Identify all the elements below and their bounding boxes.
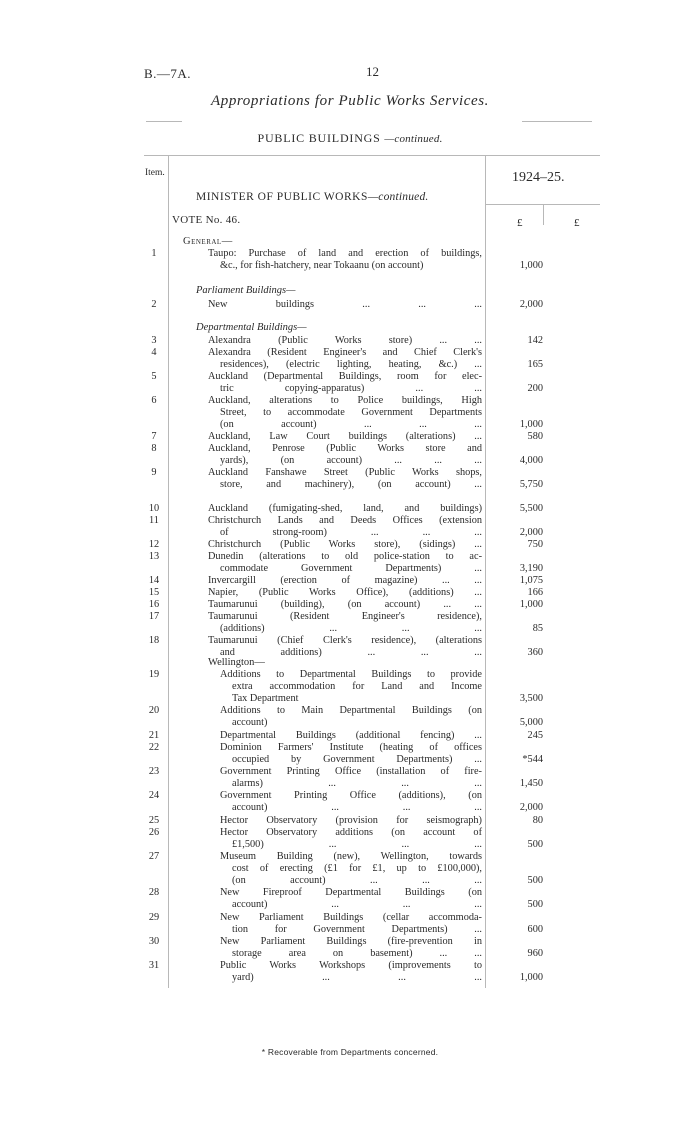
item-description-line: &c., for fish-hatchery, near Tokaanu (on account) <box>220 260 424 271</box>
item-amount: 1,000 <box>519 972 543 983</box>
item-description-line: Auckland (fumigating-shed, land, and buildings) <box>208 503 482 514</box>
item-description <box>208 539 482 551</box>
currency-symbol: £ <box>574 217 580 229</box>
item-number: 4 <box>151 347 157 358</box>
item-description <box>220 912 482 936</box>
item-number: 20 <box>148 705 160 716</box>
item-amount: 360 <box>527 647 543 658</box>
item-description-line: Dunedin (alterations to old police-station to ac- <box>208 551 482 562</box>
item-description-line: Street, to accommodate Government Departments <box>220 407 482 418</box>
item-amount: 5,000 <box>519 717 543 728</box>
item-number: 5 <box>151 371 157 382</box>
item-amount: 500 <box>527 899 543 910</box>
item-description-line: tric copying-apparatus) ... ... <box>220 383 482 394</box>
item-number: 22 <box>148 742 160 753</box>
item-description <box>208 431 482 443</box>
item-description-line: Auckland (Departmental Buildings, room for elec- <box>208 371 482 382</box>
item-amount: 1,000 <box>519 599 543 610</box>
item-description <box>220 730 482 742</box>
ministry-main: MINISTER OF PUBLIC WORKS <box>196 191 368 203</box>
item-amount: 80 <box>532 815 543 826</box>
subtitle-continued: —continued. <box>384 133 443 145</box>
item-description <box>208 371 482 395</box>
item-description <box>208 299 482 311</box>
item-amount: 750 <box>527 539 543 550</box>
ministry-continued: —continued. <box>367 191 429 203</box>
item-number: 16 <box>148 599 160 610</box>
item-number: 23 <box>148 766 160 777</box>
item-amount: 142 <box>527 335 543 346</box>
item-number: 26 <box>148 827 160 838</box>
item-number: 29 <box>148 912 160 923</box>
item-description <box>208 551 482 575</box>
item-description <box>208 575 482 587</box>
item-amount: *544 <box>522 754 543 765</box>
item-description-line: Auckland, Law Court buildings (alterations) ... <box>208 431 482 442</box>
title-rule-left <box>146 121 182 122</box>
item-number: 15 <box>148 587 160 598</box>
item-amount: 1,000 <box>519 419 543 430</box>
item-description-line: Departmental Buildings (additional fencing) ... <box>220 730 482 741</box>
currency-symbol: £ <box>517 217 523 229</box>
item-description-line: (on account) ... ... ... <box>220 419 482 430</box>
title-rule-right <box>522 121 592 122</box>
item-amount: 1,000 <box>519 260 543 271</box>
ministry-heading <box>196 191 429 203</box>
item-amount: 166 <box>527 587 543 598</box>
item-description-line: New buildings ... ... ... <box>208 299 482 310</box>
item-amount: 1,450 <box>519 778 543 789</box>
item-description-line: Christchurch Lands and Deeds Offices (extension <box>208 515 482 526</box>
item-description-line: tion for Government Departments) ... <box>232 924 482 935</box>
item-number: 31 <box>148 960 160 971</box>
item-number: 7 <box>151 431 157 442</box>
item-description-line: New Parliament Buildings (cellar accommoda- <box>220 912 482 923</box>
item-description-line: yard) ... ... ... <box>232 972 482 983</box>
item-description-line: Additions to Main Departmental Buildings (on <box>220 705 482 716</box>
item-number: 8 <box>151 443 157 454</box>
item-description-line: yards), (on account) ... ... ... <box>220 455 482 466</box>
item-number: 30 <box>148 936 160 947</box>
item-number: 14 <box>148 575 160 586</box>
subtitle-main: PUBLIC BUILDINGS <box>257 131 381 145</box>
item-description-line: account) ... ... ... <box>232 802 482 813</box>
item-description-line: (on account) ... ... ... <box>232 875 482 886</box>
item-description-line: Invercargill (erection of magazine) ... ... <box>208 575 482 586</box>
item-amount: 2,000 <box>519 802 543 813</box>
item-description-line: occupied by Government Departments) ... <box>232 754 482 765</box>
item-description <box>208 443 482 467</box>
item-description-line: Taumarunui (Chief Clerk's residence), (alterations <box>208 635 482 646</box>
item-amount: 3,190 <box>519 563 543 574</box>
item-description <box>208 611 482 635</box>
item-amount: 580 <box>527 431 543 442</box>
vote-heading: VOTE No. 46. <box>172 214 241 226</box>
item-description-line: Hector Observatory (provision for seismograph) <box>220 815 482 826</box>
item-number: 12 <box>148 539 160 550</box>
item-description-line: account) <box>232 717 268 728</box>
item-description-line: New Fireproof Departmental Buildings (on <box>220 887 482 898</box>
item-number: 27 <box>148 851 160 862</box>
item-number: 21 <box>148 730 160 741</box>
item-number: 6 <box>151 395 157 406</box>
item-description-line: Additions to Departmental Buildings to provide <box>220 669 482 680</box>
item-description <box>220 742 482 766</box>
item-number: 18 <box>148 635 160 646</box>
item-description-line: Taumarunui (Resident Engineer's residence), <box>208 611 482 622</box>
item-amount: 2,000 <box>519 299 543 310</box>
item-description <box>220 669 482 705</box>
item-description <box>220 766 482 790</box>
item-description-line: Alexandra (Public Works store) ... ... <box>208 335 482 346</box>
section-subtitle <box>0 131 700 146</box>
item-description <box>220 851 482 887</box>
item-description <box>208 347 482 371</box>
item-number: 13 <box>148 551 160 562</box>
item-description-line: Auckland, alterations to Police buildings, High <box>208 395 482 406</box>
item-amount: 5,500 <box>519 503 543 514</box>
currency-divider-rule <box>543 205 544 225</box>
item-description <box>208 335 482 347</box>
item-description <box>208 248 482 272</box>
item-description <box>220 815 482 827</box>
item-number: 1 <box>151 248 157 259</box>
item-description-line: Government Printing Office (additions), (on <box>220 790 482 801</box>
item-number: 3 <box>151 335 157 346</box>
item-amount: 960 <box>527 948 543 959</box>
item-description-line: Museum Building (new), Wellington, towards <box>220 851 482 862</box>
item-amount: 200 <box>527 383 543 394</box>
item-number: 2 <box>151 299 157 310</box>
item-description-line: and additions) ... ... ... <box>220 647 482 658</box>
item-amount: 2,000 <box>519 527 543 538</box>
item-amount: 600 <box>527 924 543 935</box>
item-number: 24 <box>148 790 160 801</box>
item-amount: 500 <box>527 839 543 850</box>
footnote: * Recoverable from Departments concerned. <box>261 1047 439 1057</box>
item-number: 19 <box>148 669 160 680</box>
item-number: 10 <box>148 503 160 514</box>
item-description-line: commodate Government Departments) ... <box>220 563 482 574</box>
section-heading-departmental: Departmental Buildings— <box>196 322 307 333</box>
item-amount: 1,075 <box>519 575 543 586</box>
section-heading-general: General— <box>183 236 233 247</box>
item-description-line: storage area on basement) ... ... <box>232 948 482 959</box>
item-number: 11 <box>149 515 159 526</box>
item-description-line: Taupo: Purchase of land and erection of buildings, <box>208 248 482 259</box>
item-number: 9 <box>151 467 157 478</box>
item-amount: 4,000 <box>519 455 543 466</box>
item-description-line: Public Works Workshops (improvements to <box>220 960 482 971</box>
item-amount: 500 <box>527 875 543 886</box>
item-description <box>208 515 482 539</box>
item-description-line: cost of erecting (£1 for £1, up to £100,000), <box>232 863 482 874</box>
item-description-line: residences), (electric lighting, heating, &c.) ... <box>220 359 482 370</box>
item-description <box>220 936 482 960</box>
item-description-line: Alexandra (Resident Engineer's and Chief Clerk's <box>208 347 482 358</box>
item-amount: 165 <box>527 359 543 370</box>
item-description-line: alarms) ... ... ... <box>232 778 482 789</box>
item-description-line: New Parliament Buildings (fire-prevention in <box>220 936 482 947</box>
item-description-line: Government Printing Office (installation of fire- <box>220 766 482 777</box>
item-description <box>208 395 482 431</box>
year-column-header: 1924–25. <box>512 170 565 185</box>
item-column-rule <box>168 156 169 988</box>
item-description <box>220 790 482 814</box>
item-description-line: extra accommodation for Land and Income <box>232 681 482 692</box>
item-amount: 85 <box>532 623 543 634</box>
section-heading-parliament: Parliament Buildings— <box>196 285 296 296</box>
item-description <box>208 503 482 515</box>
page-title: Appropriations for Public Works Services. <box>210 93 490 109</box>
item-description-line: Hector Observatory additions (on account of <box>220 827 482 838</box>
item-description-line: Auckland, Penrose (Public Works store and <box>208 443 482 454</box>
item-description <box>208 587 482 599</box>
item-description-line: of strong-room) ... ... ... <box>220 527 482 538</box>
item-description-line: Auckland Fanshawe Street (Public Works shops, <box>208 467 482 478</box>
section-heading-wellington: Wellington— <box>208 657 265 668</box>
item-description <box>208 635 482 659</box>
item-description-line: Napier, (Public Works Office), (additions) ... <box>208 587 482 598</box>
item-description <box>220 887 482 911</box>
item-description-line: £1,500) ... ... ... <box>232 839 482 850</box>
item-number: 17 <box>148 611 160 622</box>
page-number: 12 <box>366 64 379 79</box>
item-description-line: Taumarunui (building), (on account) ... ... <box>208 599 482 610</box>
item-column-header: Item. <box>145 168 165 178</box>
item-description <box>220 827 482 851</box>
item-amount: 245 <box>527 730 543 741</box>
item-description-line: Dominion Farmers' Institute (heating of offices <box>220 742 482 753</box>
item-amount: 5,750 <box>519 479 543 490</box>
item-description-line: store, and machinery), (on account) ... <box>220 479 482 490</box>
item-number: 25 <box>148 815 160 826</box>
item-number: 28 <box>148 887 160 898</box>
item-description-line: account) ... ... ... <box>232 899 482 910</box>
item-description-line: Christchurch (Public Works store), (sidings) ... <box>208 539 482 550</box>
table-top-rule <box>144 155 600 156</box>
item-description <box>220 705 482 729</box>
item-description <box>208 467 482 491</box>
item-amount: 3,500 <box>519 693 543 704</box>
document-reference: B.—7A. <box>144 66 192 81</box>
item-description <box>220 960 482 984</box>
item-description <box>208 599 482 611</box>
item-description-line: Tax Department <box>232 693 299 704</box>
item-description-line: (additions) ... ... ... <box>220 623 482 634</box>
